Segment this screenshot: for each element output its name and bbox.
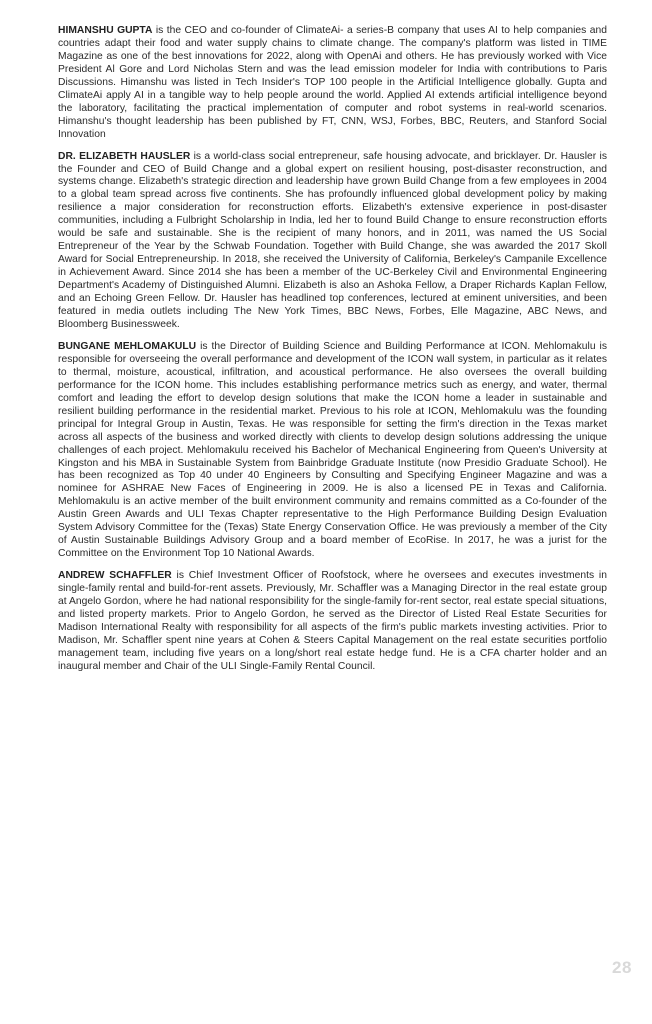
bio-himanshu-gupta bbox=[58, 25, 607, 142]
bio-name: DR. ELIZABETH HAUSLER bbox=[58, 150, 191, 162]
bio-elizabeth-hausler bbox=[58, 151, 607, 332]
document-page-body bbox=[58, 25, 607, 683]
bio-text: is Chief Investment Officer of Roofstock, where he oversees and executes investments in single-family rental and build-for-rent assets. Previously, Mr. Schaffler was a Managing Director in the real estate group at Angelo Gordon, where he had national responsibility for the single-family for-rent sector, real estate special situations, and listed property markets. Prior to Angelo Gordon, he served as the Director of Listed Real Estate Securities for Madison International Realty with responsibility for all aspects of the firm's public markets investing activities. Prior to Madison, Mr. Schaffler spent nine years at Cohen & Steers Capital Management on the real estate securities portfolio management team, including five years on a long/short real estate hedge fund. He is a CFA charter holder and an inaugural member and Chair of the ULI Single-Family Rental Council. bbox=[58, 570, 607, 672]
bio-bungane-mehlomakulu bbox=[58, 341, 607, 561]
bio-name: BUNGANE MEHLOMAKULU bbox=[58, 340, 197, 352]
bio-text: is a world-class social entrepreneur, safe housing advocate, and bricklayer. Dr. Hausler is the Founder and CEO of Build Change and a global expert on resilient housing, post-disaster reconstruction, and systems change. Elizabeth's strategic direction and leadership have grown Build Change from a few employees in 2004 to a global team spread across five continents. She has profoundly influenced global development policy by making resilience a major consideration for reconstruction efforts. Elizabeth's extensive experience in post-disaster communities, including a Fulbright Scholarship in India, led her to found Build Change to ensure reconstruction efforts would be safe and sustainable. She is the recipient of many honors, and in 2011, was named the US Social Entrepreneur of the Year by the Schwab Foundation. Together with Build Change, she was awarded the 2017 Skoll Award for Social Entrepreneurship. In 2018, she received the University of California, Berkeley's Campanile Excellence in Achievement Award. Since 2014 she has been a member of the UC-Berkeley Civil and Environmental Engineering Department's Academy of Distinguished Alumni. Elizabeth is also an Ashoka Fellow, a Draper Richards Kaplan Fellow, and an Echoing Green Fellow. Dr. Hausler has headlined top conferences, lectured at eminent universities, and been featured in media outlets including The New York Times, BBC News, Forbes, Elle Magazine, ABC News, and Bloomberg Businessweek. bbox=[58, 150, 607, 330]
bio-text: is the Director of Building Science and Building Performance at ICON. Mehlomakulu is responsible for overseeing the overall performance and development of the ICON wall system, in particular as it relates to thermal, moisture, acoustical, infiltration, and acoustical performance. He also oversees the overall building performance for the ICON home. This includes establishing performance metrics such as energy, and water, thermal comfort and leading the effort to develop design solutions that make the ICON home a leader in sustainable and resilient building performance in the residential market. Previous to his role at ICON, Mehlomakulu was the founding principal for Integral Group in Austin, Texas. He was responsible for setting the firm's direction in the Texas market across all aspects of the business and worked directly with clients to develop design solutions addressing the unique challenges of each project. Mehlomakulu received his Bachelor of Mechanical Engineering from Queen's University at Kingston and his MBA in Sustainable System from Bainbridge Graduate Institute (now Presidio Graduate School). He has been recognized as Top 40 under 40 Engineers by Consulting and Specifying Engineer Magazine and was a nominee for ASHRAE New Faces of Engineering in 2009. He is also a licensed PE in Texas and California. Mehlomakulu is an active member of the built environment community and remains committed as a Co-founder of the Austin Green Awards and ULI Texas Chapter representative to the High Performance Building Design Evaluation System Advisory Committee for the (Texas) State Energy Conservation Office. He was previously a member of the City of Austin Sustainable Buildings Advisory Group and a board member of EcoRise. In 2017, he was a jurist for the Committee on the Environment Top 10 National Awards. bbox=[58, 340, 608, 560]
bio-name: HIMANSHU GUPTA bbox=[58, 25, 153, 36]
bio-andrew-schaffler bbox=[58, 570, 607, 674]
page-number: 28 bbox=[612, 958, 632, 977]
bio-text: is the CEO and co-founder of ClimateAi- a series-B company that uses AI to help companies and countries adapt their food and water supply chains to climate change. The company's platform was listed in TIME Magazine as one of the best innovations for 2022, along with OpenAi and others. He has previously worked with Vice President Al Gore and Lord Nicholas Stern and was the lead emission modeler for India with contributions to Paris Discussions. Himanshu was listed in Tech Insider's TOP 100 people in the Artificial Intelligence globally. Gupta and ClimateAi apply AI in a tangible way to help people around the world. Applied AI extends artificial intelligence beyond the laboratory, facilitating the practical implementation of computer and robot systems in real-world scenarios. Himanshu's thought leadership has been published by FT, CNN, WSJ, Forbes, BBC, Reuters, and Stanford Social Innovation bbox=[58, 25, 607, 140]
bio-name: ANDREW SCHAFFLER bbox=[58, 570, 172, 582]
